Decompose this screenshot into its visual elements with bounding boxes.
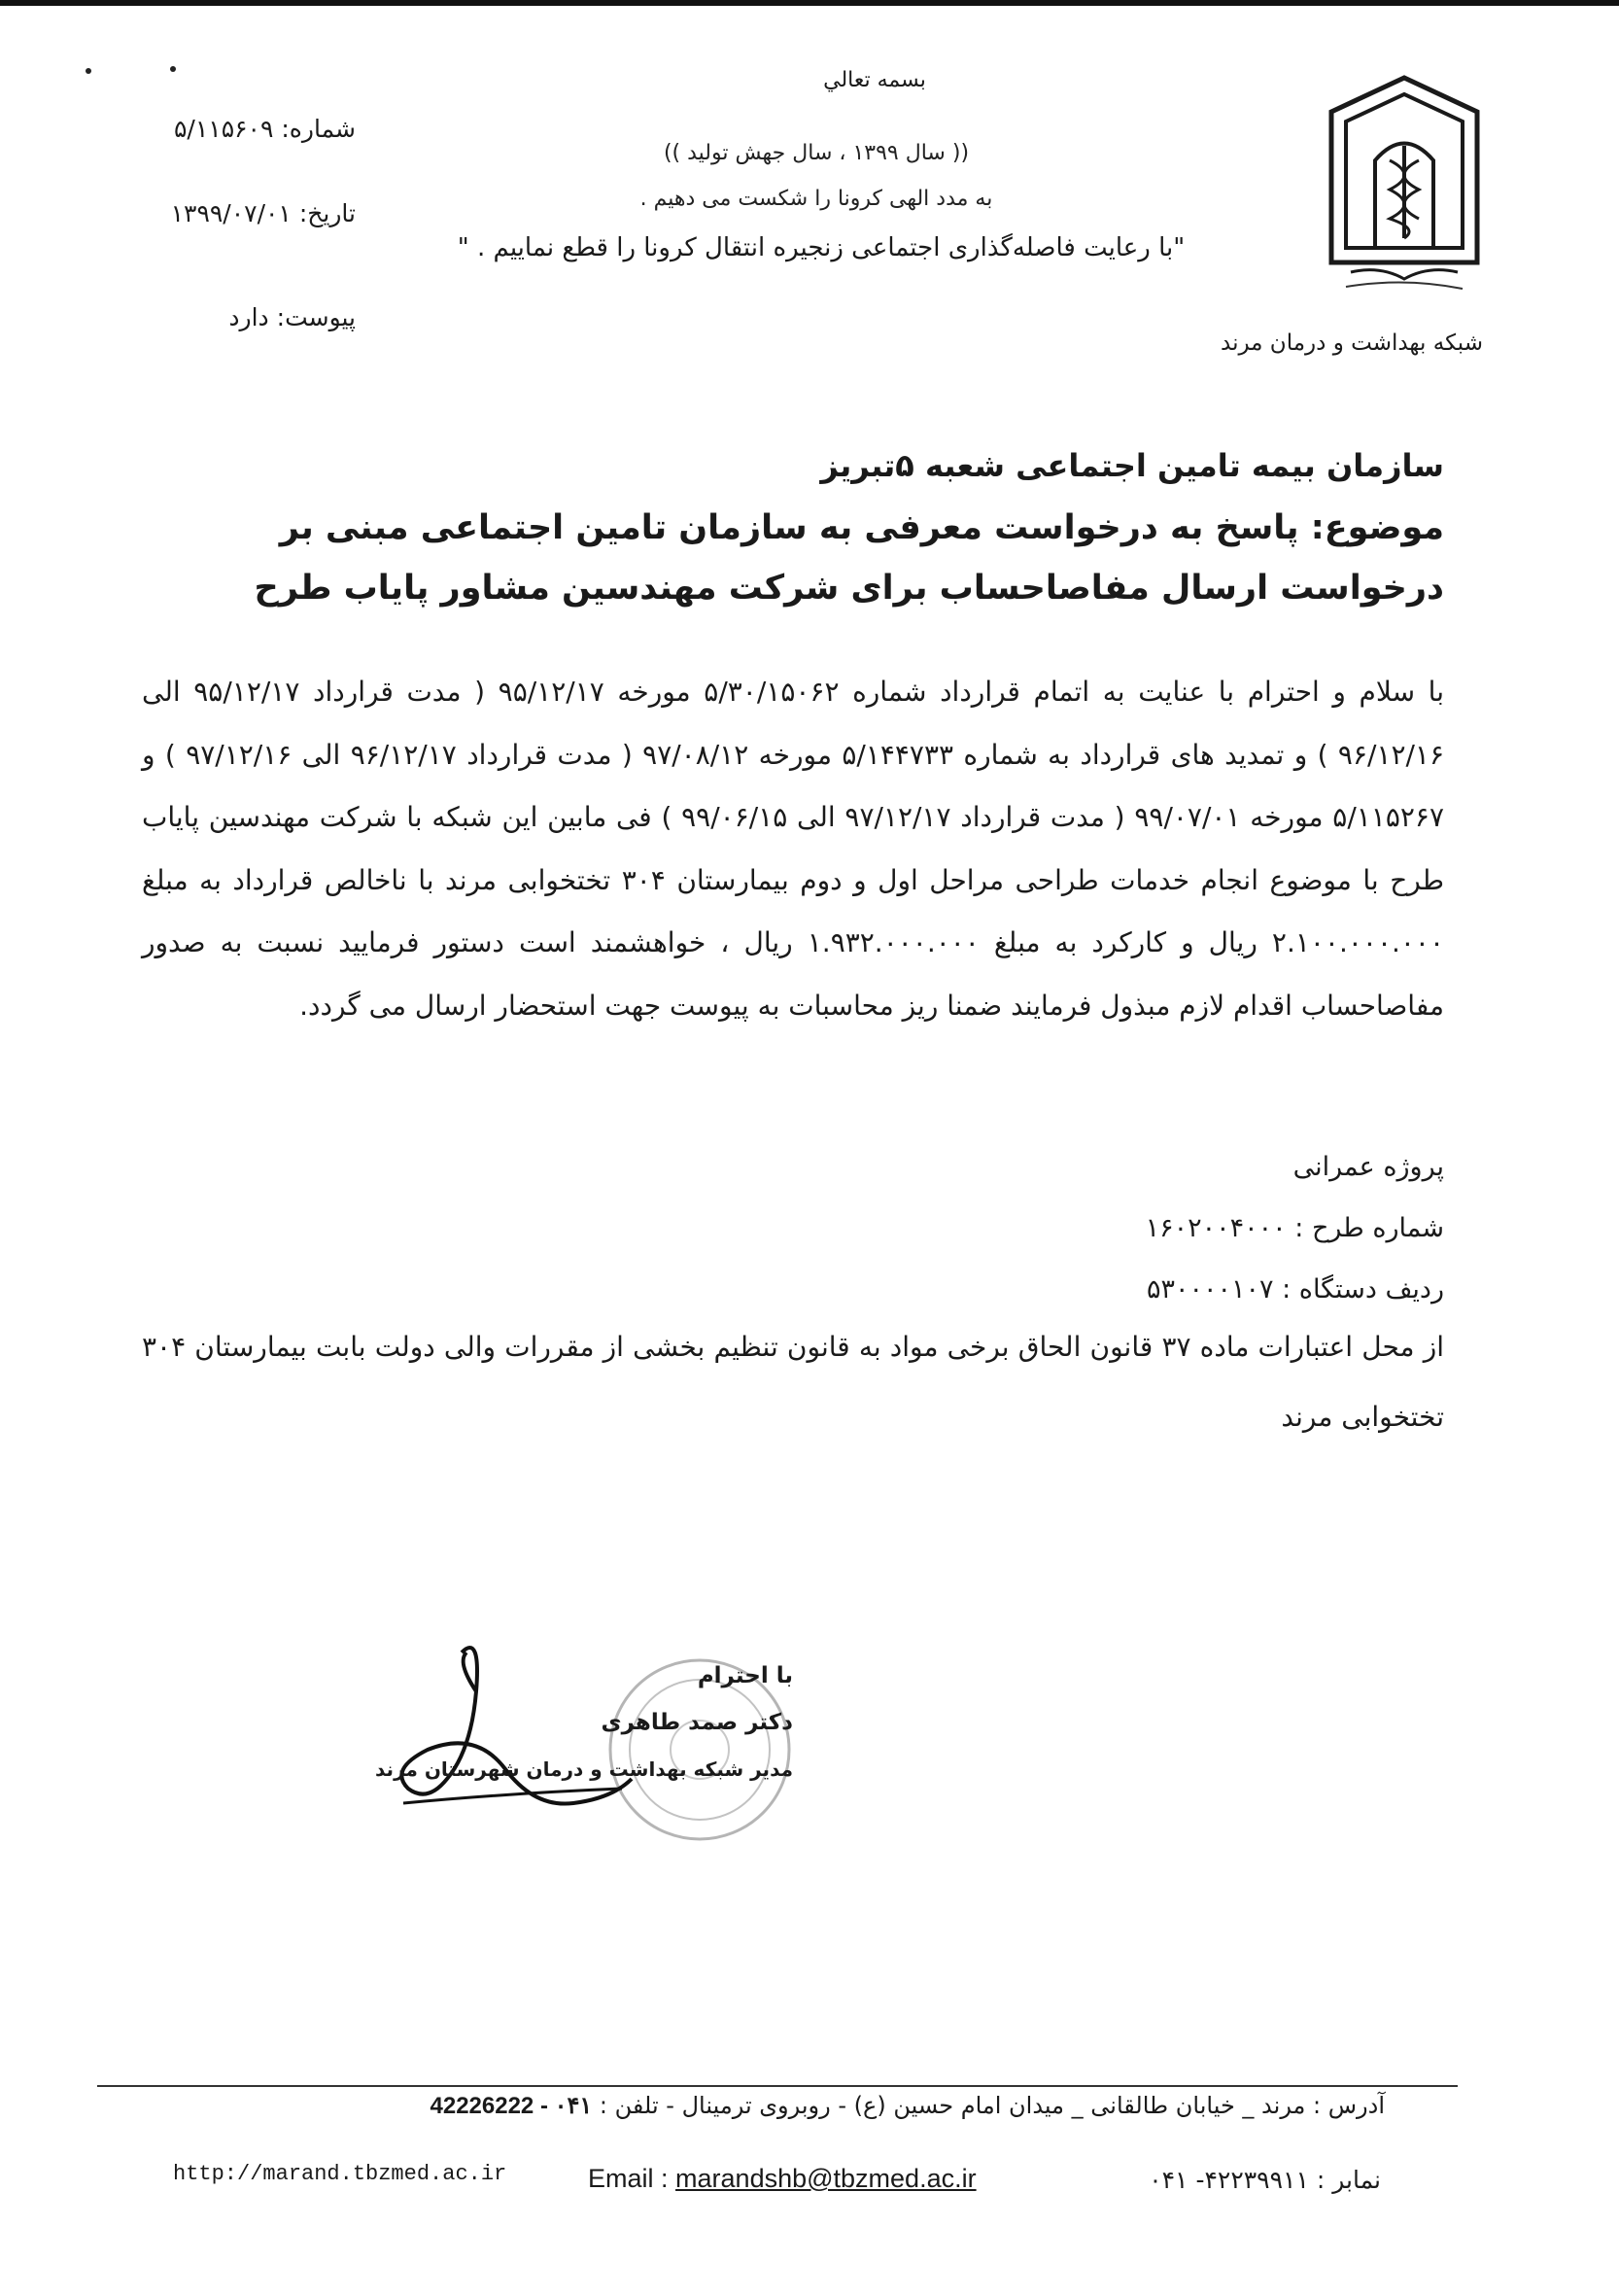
attachment-value: دارد [228, 303, 269, 331]
phone-label: - تلفن : [599, 2092, 674, 2119]
footer-address [189, 2092, 1385, 2120]
scan-edge-top [0, 0, 1619, 6]
letter-body: با سلام و احترام با عنایت به اتمام قرارداد شماره ۵/۳۰/۱۵۰۶۲ مورخه ۹۵/۱۲/۱۷ ( مدت قرارداد ۹۵/۱۲/۱۷ الی ۹۶/۱۲/۱۶ ) و تمدید های قرارداد به شماره ۵/۱۴۴۷۳۳ مورخه ۹۷/۰۸/۱۲ ( مدت قرارداد ۹۶/۱۲/۱۷ الی ۹۷/۱۲/۱۶ ) و ۵/۱۱۵۲۶۷ مورخه ۹۹/۰۷/۰۱ ( مدت قرارداد ۹۷/۱۲/۱۷ الی ۹۹/۰۶/۱۵ ) فی مابین این شبکه با شرکت مهندسین پایاب طرح با موضوع انجام خدمات طراحی مراحل اول و دوم بیمارستان ۳۰۴ تختخوابی مرند با ناخالص قرارداد به مبلغ ۲.۱۰۰.۰۰۰.۰۰۰ ریال و کارکرد به مبلغ ۱.۹۳۲.۰۰۰.۰۰۰ ریال ، خواهشمند است دستور فرمایید نسبت به صدور مفاصاحساب اقدام لازم مبذول فرمایند ضمنا ریز محاسبات به پیوست جهت استحضار ارسال می گردد. [142, 676, 1445, 1022]
email-link[interactable]: marandshb@tbzmed.ac.ir [675, 2164, 977, 2193]
signature-block [375, 1652, 793, 1792]
device-row-label: ردیف دستگاه : [1282, 1274, 1444, 1305]
plan-number-label: شماره طرح : [1294, 1213, 1444, 1243]
org-caption: شبکه بهداشت و درمان مرند [1221, 330, 1483, 356]
corona-motto: به مدد الهی کرونا را شکست می دهیم . [639, 187, 993, 211]
email-label: Email : [588, 2164, 669, 2193]
funding-note: از محل اعتبارات ماده ۳۷ قانون الحاق برخی مواد به قانون تنظیم بخشی از مقررات والی دولت بابت بیمارستان ۳۰۴ تختخوابی مرند [142, 1331, 1444, 1433]
project-type: پروژه عمرانی [1292, 1152, 1444, 1182]
plan-number [142, 1213, 1444, 1274]
address-text: آدرس : مرند _ خیابان طالقانی _ میدان امام حسین (ع) - روبروی ترمینال [681, 2092, 1385, 2119]
recipient: سازمان بیمه تامین اجتماعی شعبه ۵تبریز [820, 447, 1444, 484]
signatory-role: مدیر شبکه بهداشت و درمان شهرستان مرند [375, 1757, 793, 1781]
signatory-name: دکتر صمد طاهری [601, 1710, 793, 1735]
footer-divider [97, 2085, 1458, 2087]
scan-speck [86, 68, 91, 74]
attachment-label: پیوست: [276, 303, 356, 331]
scan-speck [170, 66, 176, 72]
letter-date-label: تاریخ: [298, 199, 356, 227]
letter-attachment [228, 303, 356, 331]
letter-number-value: ۵/۱۱۵۶۰۹ [174, 115, 274, 143]
university-logo-icon [1322, 73, 1487, 296]
bismillah-heading: بسمه تعالي [823, 68, 926, 92]
year-motto: (( سال ۱۳۹۹ ، سال جهش تولید )) [663, 141, 970, 165]
letter-number [174, 115, 356, 143]
letter-date-value: ۱۳۹۹/۰۷/۰۱ [170, 199, 292, 227]
distancing-slogan: "با رعایت فاصله‌گذاری اجتماعی زنجیره انتقال کرونا را قطع نماییم . " [457, 233, 1186, 262]
website-link[interactable]: http://marand.tbzmed.ac.ir [173, 2162, 507, 2186]
phone-value: 42226222 - ۰۴۱ [430, 2093, 593, 2119]
subject: موضوع: پاسخ به درخواست معرفی به سازمان تامین اجتماعی مبنی بر درخواست ارسال مفاصاحساب برای شرکت مهندسین مشاور پایاب طرح [254, 508, 1444, 608]
letter-date [171, 199, 356, 227]
fax-number: نمابر : ۴۲۲۳۹۹۱۱- ۰۴۱ [1149, 2166, 1381, 2194]
device-row-value: ۵۳۰۰۰۰۱۰۷ [1147, 1274, 1274, 1305]
footer-email [588, 2164, 977, 2194]
project-details [142, 1152, 1444, 1336]
plan-number-value: ۱۶۰۲۰۰۴۰۰۰ [1145, 1213, 1287, 1243]
letter-number-label: شماره: [281, 115, 356, 143]
closing: با احترام [697, 1663, 793, 1688]
